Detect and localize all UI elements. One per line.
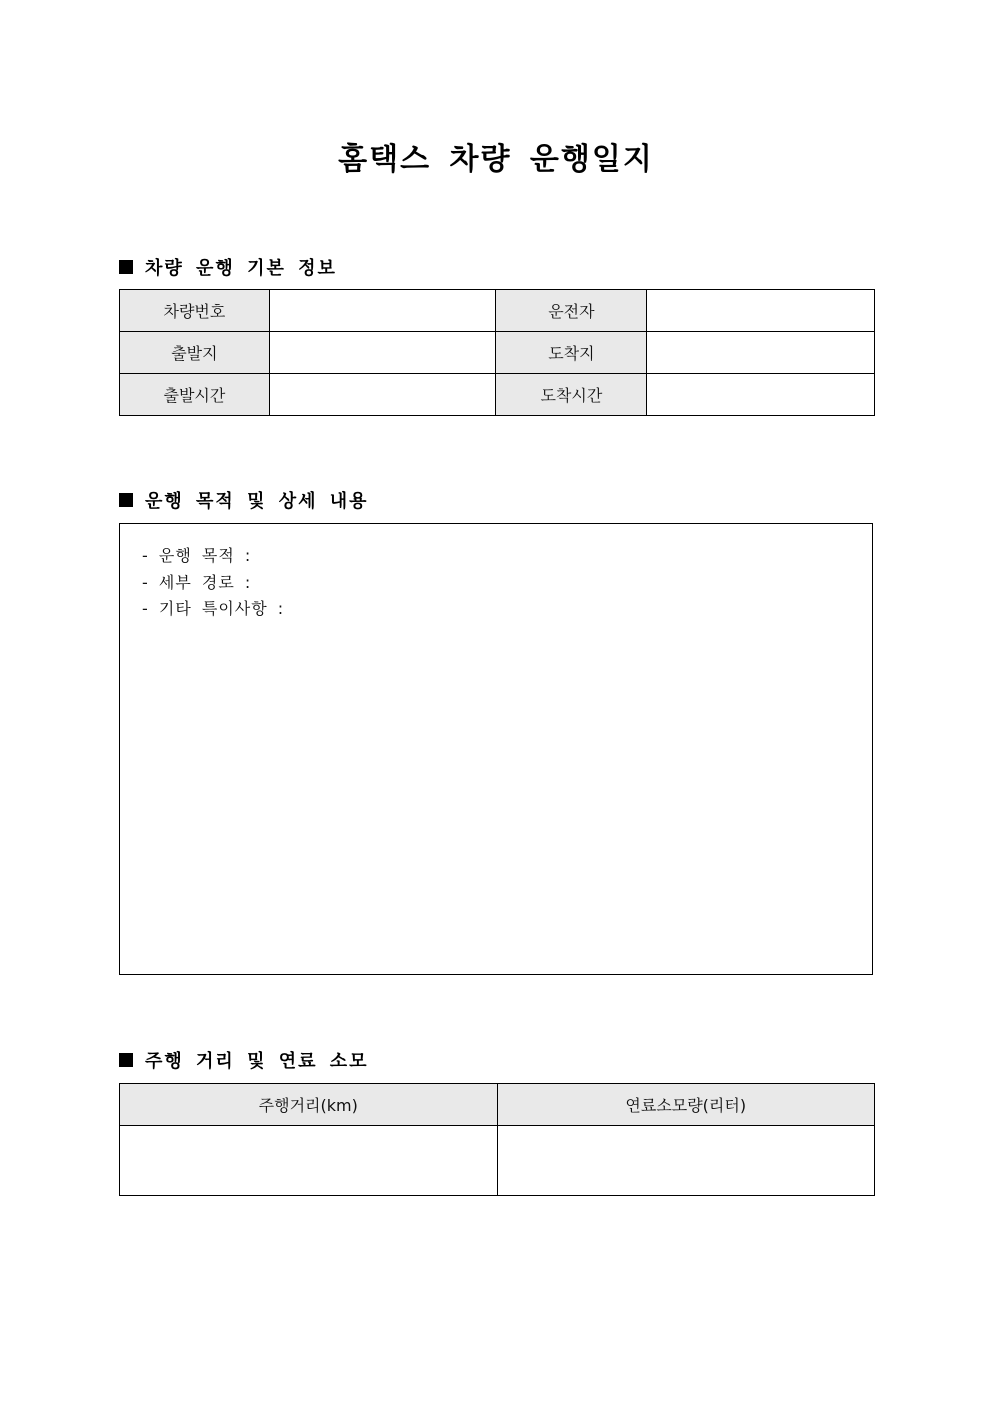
table-header-row — [120, 1084, 875, 1126]
section-heading-basic-info — [119, 254, 337, 280]
table-row — [120, 332, 875, 374]
table-row — [120, 290, 875, 332]
vehicle-number-field[interactable] — [269, 290, 496, 332]
square-bullet-icon — [119, 1053, 133, 1067]
departure-time-label: 출발시간 — [120, 374, 270, 416]
section-heading-label: 차량 운행 기본 정보 — [145, 258, 337, 279]
purpose-line: - 운행 목적 : — [142, 546, 252, 565]
distance-header: 주행거리(km) — [120, 1084, 498, 1126]
driver-field[interactable] — [647, 290, 875, 332]
purpose-detail-box[interactable] — [119, 523, 873, 975]
fuel-header: 연료소모량(리터) — [497, 1084, 875, 1126]
table-row — [120, 374, 875, 416]
arrival-time-field[interactable] — [647, 374, 875, 416]
vehicle-number-label: 차량번호 — [120, 290, 270, 332]
origin-label: 출발지 — [120, 332, 270, 374]
driver-label: 운전자 — [496, 290, 647, 332]
section-heading-label: 운행 목적 및 상세 내용 — [145, 491, 369, 512]
section-heading-purpose — [119, 487, 369, 513]
distance-fuel-table — [119, 1083, 875, 1196]
fuel-field[interactable] — [497, 1126, 875, 1196]
basic-info-table — [119, 289, 875, 416]
table-row — [120, 1126, 875, 1196]
square-bullet-icon — [119, 493, 133, 507]
square-bullet-icon — [119, 260, 133, 274]
destination-field[interactable] — [647, 332, 875, 374]
departure-time-field[interactable] — [269, 374, 496, 416]
arrival-time-label: 도착시간 — [496, 374, 647, 416]
distance-field[interactable] — [120, 1126, 498, 1196]
destination-label: 도착지 — [496, 332, 647, 374]
origin-field[interactable] — [269, 332, 496, 374]
notes-line: - 기타 특이사항 : — [142, 599, 285, 618]
document-title: 홈택스 차량 운행일지 — [338, 142, 654, 177]
route-line: - 세부 경로 : — [142, 572, 252, 592]
section-heading-distance-fuel — [119, 1047, 369, 1073]
section-heading-label: 주행 거리 및 연료 소모 — [145, 1051, 369, 1072]
